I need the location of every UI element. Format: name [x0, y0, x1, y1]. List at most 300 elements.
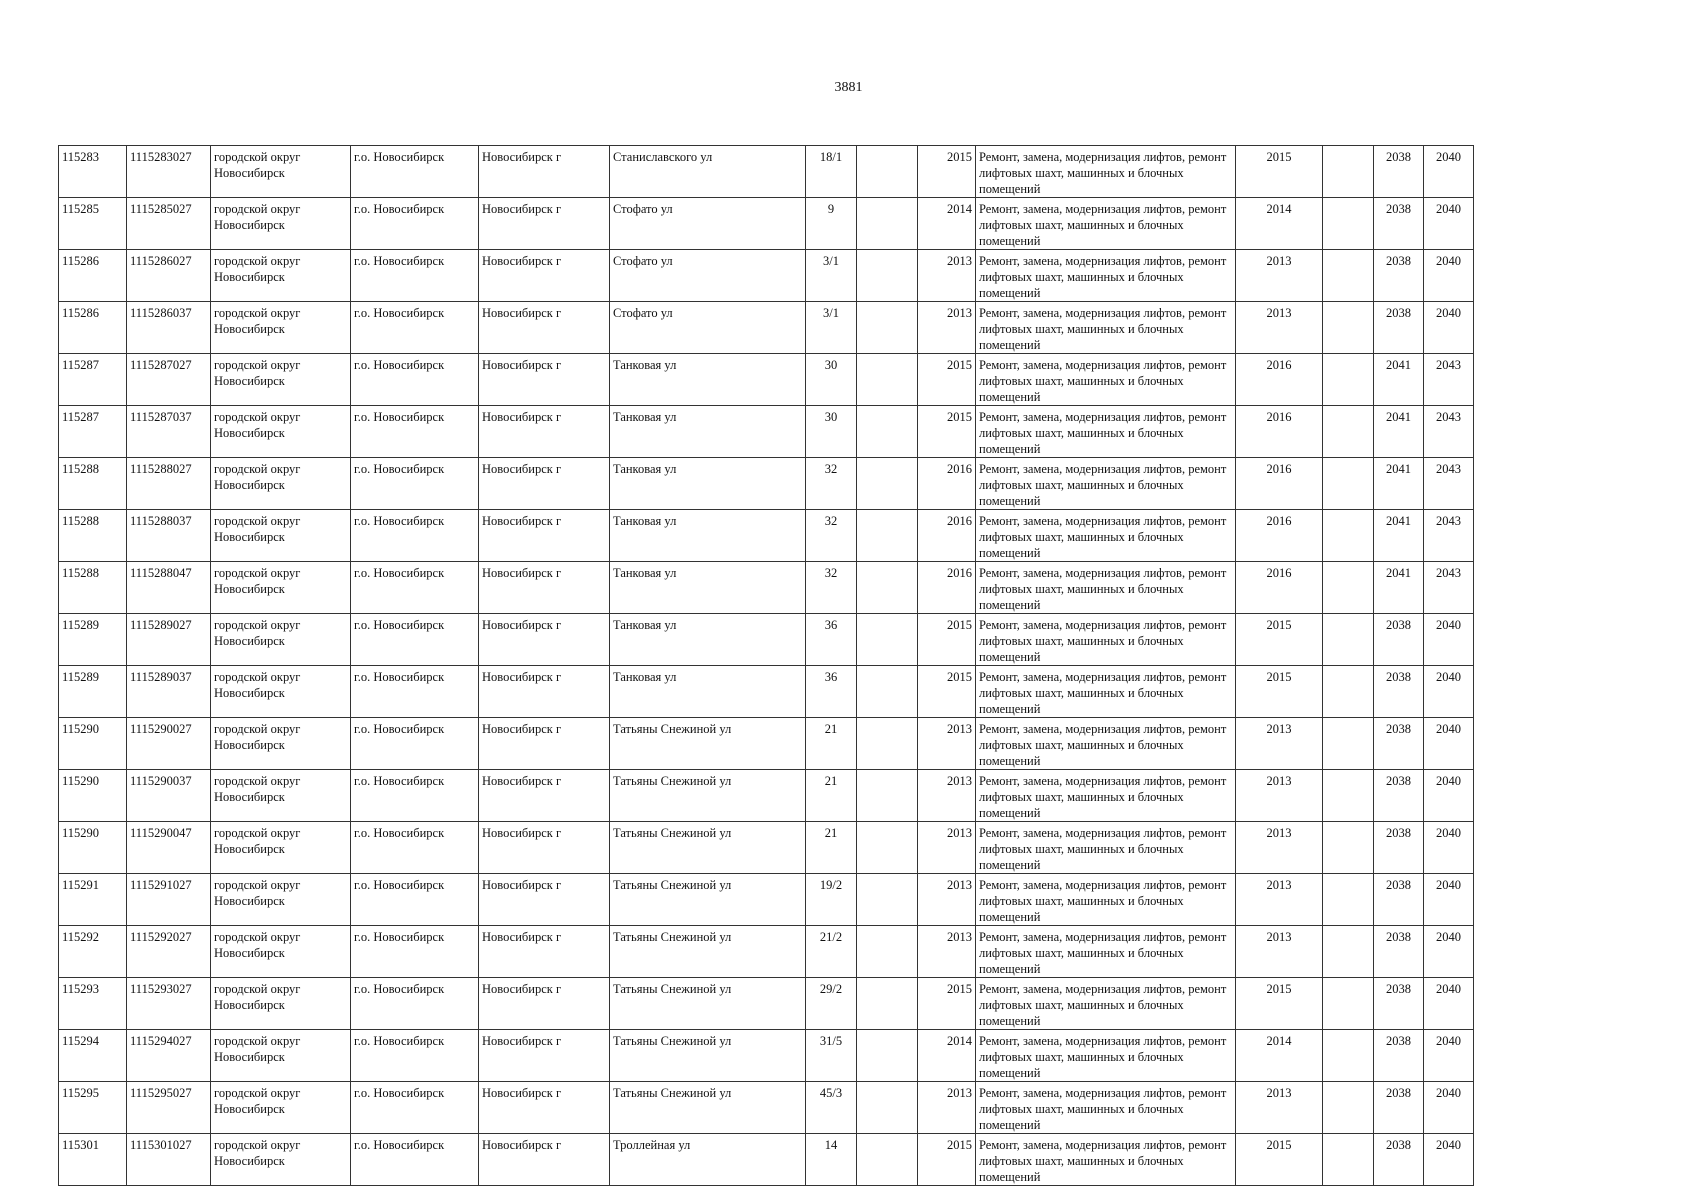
street-cell: Танковая ул	[610, 510, 806, 562]
house-number-cell: 3/1	[806, 250, 857, 302]
period-end-cell: 2043	[1424, 354, 1474, 406]
empty-cell	[1323, 146, 1374, 198]
street-cell: Танковая ул	[610, 614, 806, 666]
house-number-cell: 21	[806, 822, 857, 874]
city-cell: Новосибирск г	[479, 614, 610, 666]
street-cell: Татьяны Снежиной ул	[610, 1082, 806, 1134]
municipality-cell: городской округ Новосибирск	[211, 146, 351, 198]
empty-cell	[1323, 1134, 1374, 1186]
period-start-cell: 2041	[1374, 354, 1424, 406]
district-cell: г.о. Новосибирск	[351, 978, 479, 1030]
district-cell: г.о. Новосибирск	[351, 1082, 479, 1134]
work-type-cell: Ремонт, замена, модернизация лифтов, ремонт лифтовых шахт, машинных и блочных помещений	[976, 250, 1236, 302]
building-cell	[857, 1030, 918, 1082]
empty-cell	[1323, 1082, 1374, 1134]
period-start-cell: 2038	[1374, 250, 1424, 302]
object-code-cell: 1115292027	[127, 926, 211, 978]
repair-year-cell: 2014	[918, 1030, 976, 1082]
period-end-cell: 2040	[1424, 1030, 1474, 1082]
repair-year-cell: 2016	[918, 510, 976, 562]
object-code-cell: 1115289027	[127, 614, 211, 666]
record-id-cell: 115292	[59, 926, 127, 978]
planned-year-cell: 2013	[1236, 250, 1323, 302]
object-code-cell: 1115285027	[127, 198, 211, 250]
work-type-cell: Ремонт, замена, модернизация лифтов, ремонт лифтовых шахт, машинных и блочных помещений	[976, 770, 1236, 822]
empty-cell	[1323, 510, 1374, 562]
municipality-cell: городской округ Новосибирск	[211, 1134, 351, 1186]
record-id-cell: 115301	[59, 1134, 127, 1186]
record-id-cell: 115287	[59, 354, 127, 406]
object-code-cell: 1115287037	[127, 406, 211, 458]
table-row	[59, 926, 1474, 978]
city-cell: Новосибирск г	[479, 718, 610, 770]
building-cell	[857, 1082, 918, 1134]
municipality-cell: городской округ Новосибирск	[211, 718, 351, 770]
table-row	[59, 562, 1474, 614]
municipality-cell: городской округ Новосибирск	[211, 770, 351, 822]
street-cell: Татьяны Снежиной ул	[610, 874, 806, 926]
city-cell: Новосибирск г	[479, 458, 610, 510]
period-start-cell: 2038	[1374, 302, 1424, 354]
planned-year-cell: 2015	[1236, 614, 1323, 666]
table-row	[59, 1030, 1474, 1082]
building-cell	[857, 874, 918, 926]
repair-year-cell: 2014	[918, 198, 976, 250]
period-start-cell: 2038	[1374, 666, 1424, 718]
empty-cell	[1323, 978, 1374, 1030]
planned-year-cell: 2013	[1236, 926, 1323, 978]
period-start-cell: 2038	[1374, 822, 1424, 874]
period-end-cell: 2043	[1424, 562, 1474, 614]
object-code-cell: 1115301027	[127, 1134, 211, 1186]
empty-cell	[1323, 354, 1374, 406]
street-cell: Троллейная ул	[610, 1134, 806, 1186]
object-code-cell: 1115289037	[127, 666, 211, 718]
house-number-cell: 31/5	[806, 1030, 857, 1082]
street-cell: Танковая ул	[610, 562, 806, 614]
building-cell	[857, 770, 918, 822]
period-end-cell: 2040	[1424, 198, 1474, 250]
municipality-cell: городской округ Новосибирск	[211, 926, 351, 978]
repair-year-cell: 2015	[918, 614, 976, 666]
period-end-cell: 2040	[1424, 926, 1474, 978]
city-cell: Новосибирск г	[479, 406, 610, 458]
city-cell: Новосибирск г	[479, 978, 610, 1030]
district-cell: г.о. Новосибирск	[351, 250, 479, 302]
street-cell: Танковая ул	[610, 406, 806, 458]
period-start-cell: 2038	[1374, 874, 1424, 926]
planned-year-cell: 2013	[1236, 718, 1323, 770]
municipality-cell: городской округ Новосибирск	[211, 198, 351, 250]
street-cell: Татьяны Снежиной ул	[610, 926, 806, 978]
planned-year-cell: 2015	[1236, 146, 1323, 198]
street-cell: Танковая ул	[610, 666, 806, 718]
district-cell: г.о. Новосибирск	[351, 562, 479, 614]
house-number-cell: 3/1	[806, 302, 857, 354]
repair-year-cell: 2015	[918, 354, 976, 406]
district-cell: г.о. Новосибирск	[351, 302, 479, 354]
table-row	[59, 354, 1474, 406]
record-id-cell: 115290	[59, 822, 127, 874]
house-number-cell: 14	[806, 1134, 857, 1186]
work-type-cell: Ремонт, замена, модернизация лифтов, ремонт лифтовых шахт, машинных и блочных помещений	[976, 406, 1236, 458]
city-cell: Новосибирск г	[479, 250, 610, 302]
district-cell: г.о. Новосибирск	[351, 874, 479, 926]
house-number-cell: 29/2	[806, 978, 857, 1030]
planned-year-cell: 2016	[1236, 562, 1323, 614]
municipality-cell: городской округ Новосибирск	[211, 406, 351, 458]
repair-year-cell: 2013	[918, 302, 976, 354]
record-id-cell: 115289	[59, 614, 127, 666]
street-cell: Стофато ул	[610, 302, 806, 354]
house-number-cell: 21	[806, 718, 857, 770]
work-type-cell: Ремонт, замена, модернизация лифтов, ремонт лифтовых шахт, машинных и блочных помещений	[976, 666, 1236, 718]
city-cell: Новосибирск г	[479, 926, 610, 978]
table-row	[59, 250, 1474, 302]
district-cell: г.о. Новосибирск	[351, 510, 479, 562]
record-id-cell: 115290	[59, 770, 127, 822]
house-number-cell: 32	[806, 562, 857, 614]
registry-body	[59, 146, 1474, 1186]
period-end-cell: 2040	[1424, 978, 1474, 1030]
work-type-cell: Ремонт, замена, модернизация лифтов, ремонт лифтовых шахт, машинных и блочных помещений	[976, 1030, 1236, 1082]
district-cell: г.о. Новосибирск	[351, 666, 479, 718]
period-end-cell: 2040	[1424, 770, 1474, 822]
planned-year-cell: 2014	[1236, 198, 1323, 250]
period-start-cell: 2038	[1374, 770, 1424, 822]
repair-year-cell: 2015	[918, 146, 976, 198]
empty-cell	[1323, 822, 1374, 874]
record-id-cell: 115294	[59, 1030, 127, 1082]
empty-cell	[1323, 770, 1374, 822]
district-cell: г.о. Новосибирск	[351, 146, 479, 198]
work-type-cell: Ремонт, замена, модернизация лифтов, ремонт лифтовых шахт, машинных и блочных помещений	[976, 302, 1236, 354]
object-code-cell: 1115290027	[127, 718, 211, 770]
table-row	[59, 874, 1474, 926]
registry-table	[58, 145, 1474, 1186]
work-type-cell: Ремонт, замена, модернизация лифтов, ремонт лифтовых шахт, машинных и блочных помещений	[976, 458, 1236, 510]
repair-year-cell: 2013	[918, 1082, 976, 1134]
period-end-cell: 2040	[1424, 1134, 1474, 1186]
house-number-cell: 21	[806, 770, 857, 822]
house-number-cell: 36	[806, 614, 857, 666]
work-type-cell: Ремонт, замена, модернизация лифтов, ремонт лифтовых шахт, машинных и блочных помещений	[976, 198, 1236, 250]
repair-year-cell: 2013	[918, 250, 976, 302]
record-id-cell: 115286	[59, 302, 127, 354]
street-cell: Татьяны Снежиной ул	[610, 1030, 806, 1082]
street-cell: Танковая ул	[610, 458, 806, 510]
empty-cell	[1323, 718, 1374, 770]
planned-year-cell: 2013	[1236, 1082, 1323, 1134]
planned-year-cell: 2013	[1236, 874, 1323, 926]
object-code-cell: 1115287027	[127, 354, 211, 406]
page-number: 3881	[834, 80, 863, 95]
record-id-cell: 115293	[59, 978, 127, 1030]
street-cell: Стофато ул	[610, 250, 806, 302]
period-end-cell: 2040	[1424, 1082, 1474, 1134]
period-end-cell: 2040	[1424, 874, 1474, 926]
empty-cell	[1323, 666, 1374, 718]
building-cell	[857, 458, 918, 510]
period-end-cell: 2043	[1424, 458, 1474, 510]
district-cell: г.о. Новосибирск	[351, 822, 479, 874]
municipality-cell: городской округ Новосибирск	[211, 510, 351, 562]
city-cell: Новосибирск г	[479, 510, 610, 562]
planned-year-cell: 2016	[1236, 458, 1323, 510]
record-id-cell: 115285	[59, 198, 127, 250]
district-cell: г.о. Новосибирск	[351, 718, 479, 770]
object-code-cell: 1115294027	[127, 1030, 211, 1082]
planned-year-cell: 2015	[1236, 666, 1323, 718]
table-row	[59, 666, 1474, 718]
table-row	[59, 510, 1474, 562]
record-id-cell: 115291	[59, 874, 127, 926]
object-code-cell: 1115288027	[127, 458, 211, 510]
period-end-cell: 2040	[1424, 250, 1474, 302]
building-cell	[857, 510, 918, 562]
object-code-cell: 1115290047	[127, 822, 211, 874]
record-id-cell: 115295	[59, 1082, 127, 1134]
city-cell: Новосибирск г	[479, 822, 610, 874]
house-number-cell: 32	[806, 510, 857, 562]
building-cell	[857, 978, 918, 1030]
district-cell: г.о. Новосибирск	[351, 770, 479, 822]
municipality-cell: городской округ Новосибирск	[211, 666, 351, 718]
city-cell: Новосибирск г	[479, 874, 610, 926]
planned-year-cell: 2016	[1236, 354, 1323, 406]
repair-year-cell: 2016	[918, 562, 976, 614]
work-type-cell: Ремонт, замена, модернизация лифтов, ремонт лифтовых шахт, машинных и блочных помещений	[976, 874, 1236, 926]
municipality-cell: городской округ Новосибирск	[211, 458, 351, 510]
building-cell	[857, 302, 918, 354]
object-code-cell: 1115293027	[127, 978, 211, 1030]
municipality-cell: городской округ Новосибирск	[211, 1030, 351, 1082]
record-id-cell: 115286	[59, 250, 127, 302]
work-type-cell: Ремонт, замена, модернизация лифтов, ремонт лифтовых шахт, машинных и блочных помещений	[976, 614, 1236, 666]
empty-cell	[1323, 302, 1374, 354]
district-cell: г.о. Новосибирск	[351, 406, 479, 458]
street-cell: Татьяны Снежиной ул	[610, 978, 806, 1030]
planned-year-cell: 2016	[1236, 406, 1323, 458]
period-end-cell: 2040	[1424, 718, 1474, 770]
work-type-cell: Ремонт, замена, модернизация лифтов, ремонт лифтовых шахт, машинных и блочных помещений	[976, 562, 1236, 614]
street-cell: Станиславского ул	[610, 146, 806, 198]
work-type-cell: Ремонт, замена, модернизация лифтов, ремонт лифтовых шахт, машинных и блочных помещений	[976, 1082, 1236, 1134]
period-start-cell: 2041	[1374, 562, 1424, 614]
table-row	[59, 146, 1474, 198]
street-cell: Татьяны Снежиной ул	[610, 770, 806, 822]
period-end-cell: 2040	[1424, 146, 1474, 198]
table-row	[59, 770, 1474, 822]
planned-year-cell: 2013	[1236, 770, 1323, 822]
building-cell	[857, 562, 918, 614]
building-cell	[857, 146, 918, 198]
city-cell: Новосибирск г	[479, 1082, 610, 1134]
table-row	[59, 718, 1474, 770]
period-start-cell: 2038	[1374, 198, 1424, 250]
house-number-cell: 21/2	[806, 926, 857, 978]
period-end-cell: 2040	[1424, 666, 1474, 718]
period-end-cell: 2043	[1424, 406, 1474, 458]
city-cell: Новосибирск г	[479, 354, 610, 406]
building-cell	[857, 718, 918, 770]
empty-cell	[1323, 198, 1374, 250]
object-code-cell: 1115290037	[127, 770, 211, 822]
repair-year-cell: 2013	[918, 822, 976, 874]
period-end-cell: 2043	[1424, 510, 1474, 562]
period-start-cell: 2038	[1374, 926, 1424, 978]
city-cell: Новосибирск г	[479, 146, 610, 198]
object-code-cell: 1115286037	[127, 302, 211, 354]
street-cell: Татьяны Снежиной ул	[610, 718, 806, 770]
work-type-cell: Ремонт, замена, модернизация лифтов, ремонт лифтовых шахт, машинных и блочных помещений	[976, 822, 1236, 874]
record-id-cell: 115287	[59, 406, 127, 458]
record-id-cell: 115288	[59, 562, 127, 614]
table-row	[59, 1134, 1474, 1186]
city-cell: Новосибирск г	[479, 302, 610, 354]
house-number-cell: 9	[806, 198, 857, 250]
municipality-cell: городской округ Новосибирск	[211, 822, 351, 874]
municipality-cell: городской округ Новосибирск	[211, 978, 351, 1030]
period-start-cell: 2038	[1374, 146, 1424, 198]
work-type-cell: Ремонт, замена, модернизация лифтов, ремонт лифтовых шахт, машинных и блочных помещений	[976, 1134, 1236, 1186]
house-number-cell: 45/3	[806, 1082, 857, 1134]
planned-year-cell: 2015	[1236, 978, 1323, 1030]
period-start-cell: 2038	[1374, 978, 1424, 1030]
city-cell: Новосибирск г	[479, 666, 610, 718]
object-code-cell: 1115283027	[127, 146, 211, 198]
work-type-cell: Ремонт, замена, модернизация лифтов, ремонт лифтовых шахт, машинных и блочных помещений	[976, 354, 1236, 406]
repair-year-cell: 2013	[918, 770, 976, 822]
table-row	[59, 822, 1474, 874]
empty-cell	[1323, 1030, 1374, 1082]
repair-year-cell: 2015	[918, 666, 976, 718]
municipality-cell: городской округ Новосибирск	[211, 302, 351, 354]
object-code-cell: 1115286027	[127, 250, 211, 302]
district-cell: г.о. Новосибирск	[351, 1134, 479, 1186]
period-start-cell: 2038	[1374, 1030, 1424, 1082]
building-cell	[857, 926, 918, 978]
city-cell: Новосибирск г	[479, 770, 610, 822]
period-start-cell: 2038	[1374, 718, 1424, 770]
period-start-cell: 2038	[1374, 614, 1424, 666]
building-cell	[857, 822, 918, 874]
building-cell	[857, 198, 918, 250]
repair-year-cell: 2013	[918, 926, 976, 978]
period-start-cell: 2041	[1374, 510, 1424, 562]
district-cell: г.о. Новосибирск	[351, 354, 479, 406]
table-row	[59, 302, 1474, 354]
building-cell	[857, 614, 918, 666]
table-row	[59, 198, 1474, 250]
period-end-cell: 2040	[1424, 614, 1474, 666]
repair-year-cell: 2016	[918, 458, 976, 510]
house-number-cell: 19/2	[806, 874, 857, 926]
record-id-cell: 115289	[59, 666, 127, 718]
street-cell: Татьяны Снежиной ул	[610, 822, 806, 874]
district-cell: г.о. Новосибирск	[351, 1030, 479, 1082]
empty-cell	[1323, 458, 1374, 510]
house-number-cell: 36	[806, 666, 857, 718]
work-type-cell: Ремонт, замена, модернизация лифтов, ремонт лифтовых шахт, машинных и блочных помещений	[976, 146, 1236, 198]
house-number-cell: 32	[806, 458, 857, 510]
table-row	[59, 406, 1474, 458]
work-type-cell: Ремонт, замена, модернизация лифтов, ремонт лифтовых шахт, машинных и блочных помещений	[976, 926, 1236, 978]
repair-year-cell: 2015	[918, 406, 976, 458]
city-cell: Новосибирск г	[479, 562, 610, 614]
record-id-cell: 115283	[59, 146, 127, 198]
building-cell	[857, 250, 918, 302]
building-cell	[857, 406, 918, 458]
table-row	[59, 458, 1474, 510]
house-number-cell: 30	[806, 354, 857, 406]
period-start-cell: 2038	[1374, 1134, 1424, 1186]
repair-year-cell: 2013	[918, 874, 976, 926]
planned-year-cell: 2015	[1236, 1134, 1323, 1186]
table-row	[59, 978, 1474, 1030]
city-cell: Новосибирск г	[479, 198, 610, 250]
street-cell: Танковая ул	[610, 354, 806, 406]
table-row	[59, 1082, 1474, 1134]
period-start-cell: 2041	[1374, 406, 1424, 458]
record-id-cell: 115288	[59, 510, 127, 562]
repair-year-cell: 2015	[918, 978, 976, 1030]
object-code-cell: 1115288047	[127, 562, 211, 614]
repair-year-cell: 2015	[918, 1134, 976, 1186]
municipality-cell: городской округ Новосибирск	[211, 250, 351, 302]
building-cell	[857, 1134, 918, 1186]
work-type-cell: Ремонт, замена, модернизация лифтов, ремонт лифтовых шахт, машинных и блочных помещений	[976, 510, 1236, 562]
planned-year-cell: 2013	[1236, 822, 1323, 874]
empty-cell	[1323, 250, 1374, 302]
empty-cell	[1323, 406, 1374, 458]
repair-year-cell: 2013	[918, 718, 976, 770]
planned-year-cell: 2016	[1236, 510, 1323, 562]
city-cell: Новосибирск г	[479, 1134, 610, 1186]
planned-year-cell: 2014	[1236, 1030, 1323, 1082]
table-row	[59, 614, 1474, 666]
municipality-cell: городской округ Новосибирск	[211, 614, 351, 666]
city-cell: Новосибирск г	[479, 1030, 610, 1082]
empty-cell	[1323, 562, 1374, 614]
work-type-cell: Ремонт, замена, модернизация лифтов, ремонт лифтовых шахт, машинных и блочных помещений	[976, 978, 1236, 1030]
empty-cell	[1323, 874, 1374, 926]
object-code-cell: 1115288037	[127, 510, 211, 562]
period-end-cell: 2040	[1424, 822, 1474, 874]
object-code-cell: 1115291027	[127, 874, 211, 926]
street-cell: Стофато ул	[610, 198, 806, 250]
record-id-cell: 115288	[59, 458, 127, 510]
municipality-cell: городской округ Новосибирск	[211, 354, 351, 406]
house-number-cell: 30	[806, 406, 857, 458]
district-cell: г.о. Новосибирск	[351, 458, 479, 510]
district-cell: г.о. Новосибирск	[351, 614, 479, 666]
record-id-cell: 115290	[59, 718, 127, 770]
period-start-cell: 2038	[1374, 1082, 1424, 1134]
empty-cell	[1323, 614, 1374, 666]
building-cell	[857, 354, 918, 406]
municipality-cell: городской округ Новосибирск	[211, 874, 351, 926]
period-end-cell: 2040	[1424, 302, 1474, 354]
planned-year-cell: 2013	[1236, 302, 1323, 354]
municipality-cell: городской округ Новосибирск	[211, 1082, 351, 1134]
object-code-cell: 1115295027	[127, 1082, 211, 1134]
empty-cell	[1323, 926, 1374, 978]
period-start-cell: 2041	[1374, 458, 1424, 510]
house-number-cell: 18/1	[806, 146, 857, 198]
building-cell	[857, 666, 918, 718]
district-cell: г.о. Новосибирск	[351, 926, 479, 978]
